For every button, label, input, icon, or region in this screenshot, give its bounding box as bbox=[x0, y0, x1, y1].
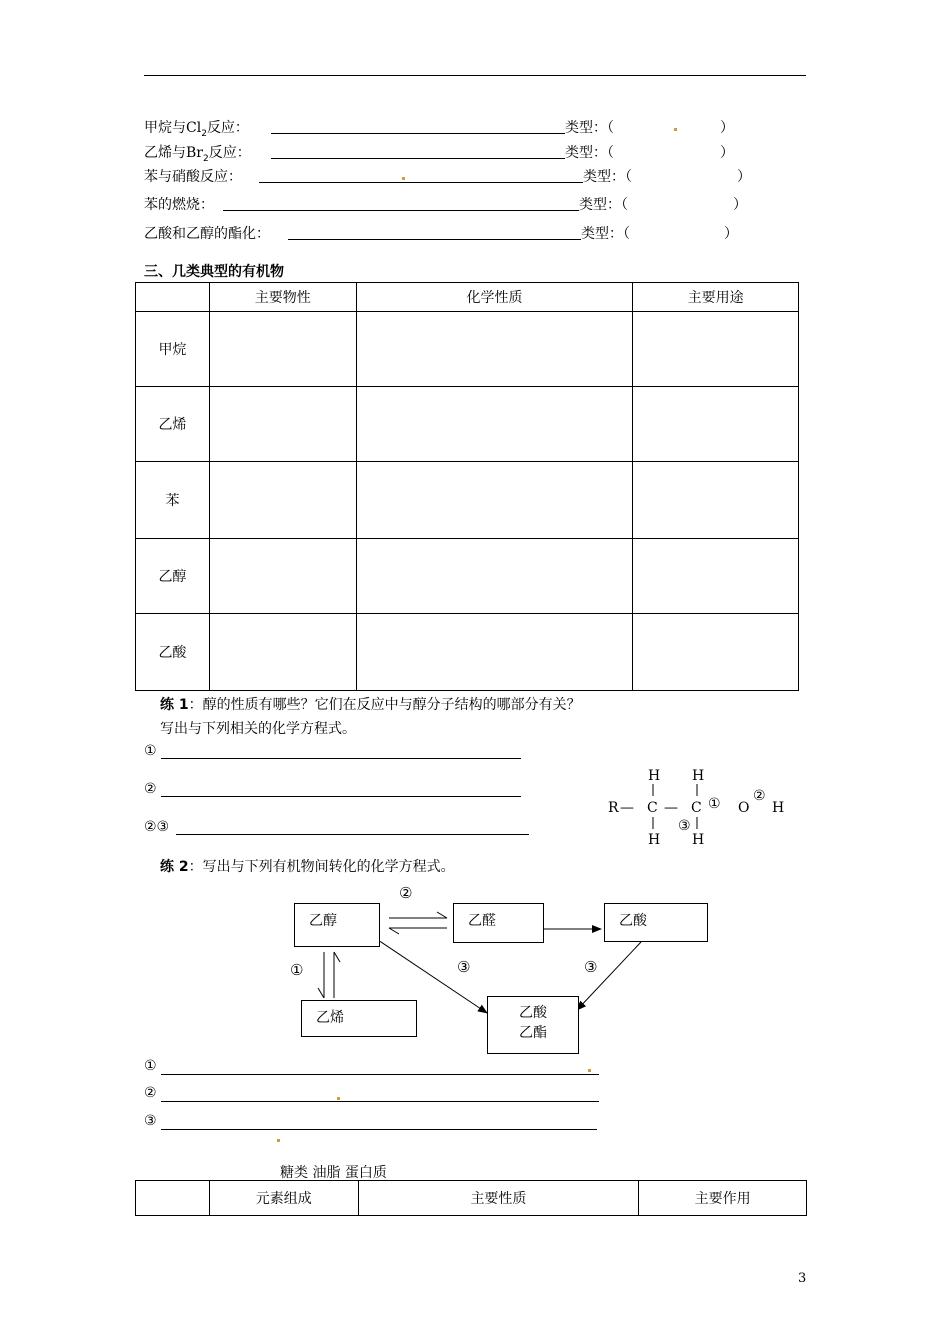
box-label: 乙烯 bbox=[316, 1010, 344, 1026]
answer-marker: ② bbox=[144, 1085, 157, 1101]
header-cell: 主要性质 bbox=[358, 1181, 639, 1216]
type-close: ） bbox=[733, 197, 747, 213]
exercise-label: 练 2 bbox=[160, 859, 189, 875]
answer-marker: ② bbox=[144, 781, 157, 797]
atom-C: C bbox=[691, 800, 702, 816]
header-cell bbox=[136, 1181, 210, 1216]
reaction-sub: 2 bbox=[202, 153, 209, 164]
row-label: 乙醇 bbox=[136, 539, 210, 614]
type-label: 类型：（ bbox=[583, 169, 632, 185]
answer-marker: ① bbox=[144, 1058, 157, 1074]
type-close: ） bbox=[720, 120, 734, 136]
atom-H: H bbox=[692, 768, 705, 784]
acetaldehyde-box bbox=[453, 903, 544, 943]
reaction-formula: Cl bbox=[186, 120, 202, 136]
atom-R: R bbox=[608, 800, 619, 816]
page-number: 3 bbox=[798, 1271, 807, 1286]
bond-number: ② bbox=[753, 788, 766, 804]
box-label: 乙酸 bbox=[619, 913, 647, 929]
box-label: 乙醛 bbox=[468, 913, 496, 929]
acetic-acid-box bbox=[604, 903, 708, 942]
answer-blank[interactable] bbox=[161, 1101, 599, 1102]
bond-dash: — bbox=[620, 800, 634, 816]
type-label: 类型：（ bbox=[581, 226, 630, 242]
atom-H: H bbox=[648, 832, 661, 848]
answer-marker: ③ bbox=[144, 1113, 157, 1129]
box-label: 乙酯 bbox=[519, 1025, 547, 1041]
step-marker: ② bbox=[399, 884, 413, 902]
bond-number: ① bbox=[708, 796, 721, 812]
header-cell: 主要用途 bbox=[633, 283, 799, 312]
header-cell: 主要作用 bbox=[639, 1181, 807, 1216]
reaction-label: 甲烷与 bbox=[144, 120, 186, 136]
header-cell: 化学性质 bbox=[356, 283, 633, 312]
section-title: 糖类 油脂 蛋白质 bbox=[280, 1165, 387, 1181]
reaction-label-post: 反应： bbox=[208, 145, 251, 161]
answer-blank[interactable] bbox=[161, 1074, 599, 1075]
step-marker: ③ bbox=[457, 958, 471, 976]
ethanol-box bbox=[294, 903, 380, 947]
bond-number: ③ bbox=[678, 818, 691, 834]
header-cell: 主要物性 bbox=[209, 283, 356, 312]
atom-H: H bbox=[648, 768, 661, 784]
ethylene-box bbox=[301, 1000, 417, 1037]
reaction-label: 苯与硝酸反应： bbox=[144, 169, 242, 185]
row-label: 乙酸 bbox=[136, 614, 210, 691]
row-label: 甲烷 bbox=[136, 312, 210, 387]
reaction-label: 乙烯与 bbox=[144, 145, 186, 161]
row-label: 苯 bbox=[136, 462, 210, 539]
reaction-label: 苯的燃烧： bbox=[144, 197, 214, 213]
atom-C: C bbox=[647, 800, 658, 816]
bond-dash: — bbox=[664, 800, 678, 816]
answer-marker: ① bbox=[144, 743, 157, 759]
type-close: ） bbox=[737, 169, 751, 185]
stray-mark bbox=[277, 1139, 280, 1142]
exercise-label: 练 1 bbox=[160, 697, 189, 713]
step-marker: ① bbox=[290, 961, 304, 979]
answer-marker: ②③ bbox=[144, 819, 170, 835]
reaction-sub: 2 bbox=[201, 128, 207, 139]
exercise-1-instruction: 写出与下列相关的化学方程式。 bbox=[160, 721, 356, 737]
question-text: ：写出与下列有机物间转化的化学方程式。 bbox=[188, 859, 455, 875]
type-close: ） bbox=[720, 145, 734, 161]
ethyl-acetate-box bbox=[487, 996, 579, 1054]
type-close: ） bbox=[724, 226, 738, 242]
box-label: 乙醇 bbox=[309, 913, 337, 929]
row-label: 乙烯 bbox=[136, 387, 210, 462]
atom-H: H bbox=[772, 800, 785, 816]
header-cell: 元素组成 bbox=[209, 1181, 358, 1216]
reaction-formula: Br bbox=[186, 145, 203, 161]
section-title: 三、几类典型的有机物 bbox=[144, 264, 284, 280]
answer-blank[interactable] bbox=[161, 1129, 597, 1130]
box-label: 乙酸 bbox=[519, 1005, 547, 1021]
type-label: 类型：（ bbox=[565, 120, 614, 136]
step-marker: ③ bbox=[584, 958, 598, 976]
stray-mark bbox=[588, 1069, 591, 1072]
biomolecules-table bbox=[135, 1180, 807, 1216]
atom-H: H bbox=[692, 832, 705, 848]
type-label: 类型：（ bbox=[565, 145, 614, 161]
question-text: ：醇的性质有哪些？它们在反应中与醇分子结构的哪部分有关？ bbox=[188, 697, 581, 713]
reaction-label-post: 反应： bbox=[206, 120, 249, 136]
stray-mark bbox=[337, 1097, 340, 1100]
atom-O: O bbox=[738, 800, 750, 816]
type-label: 类型：（ bbox=[579, 197, 628, 213]
reaction-label: 乙酸和乙醇的酯化： bbox=[144, 226, 270, 242]
